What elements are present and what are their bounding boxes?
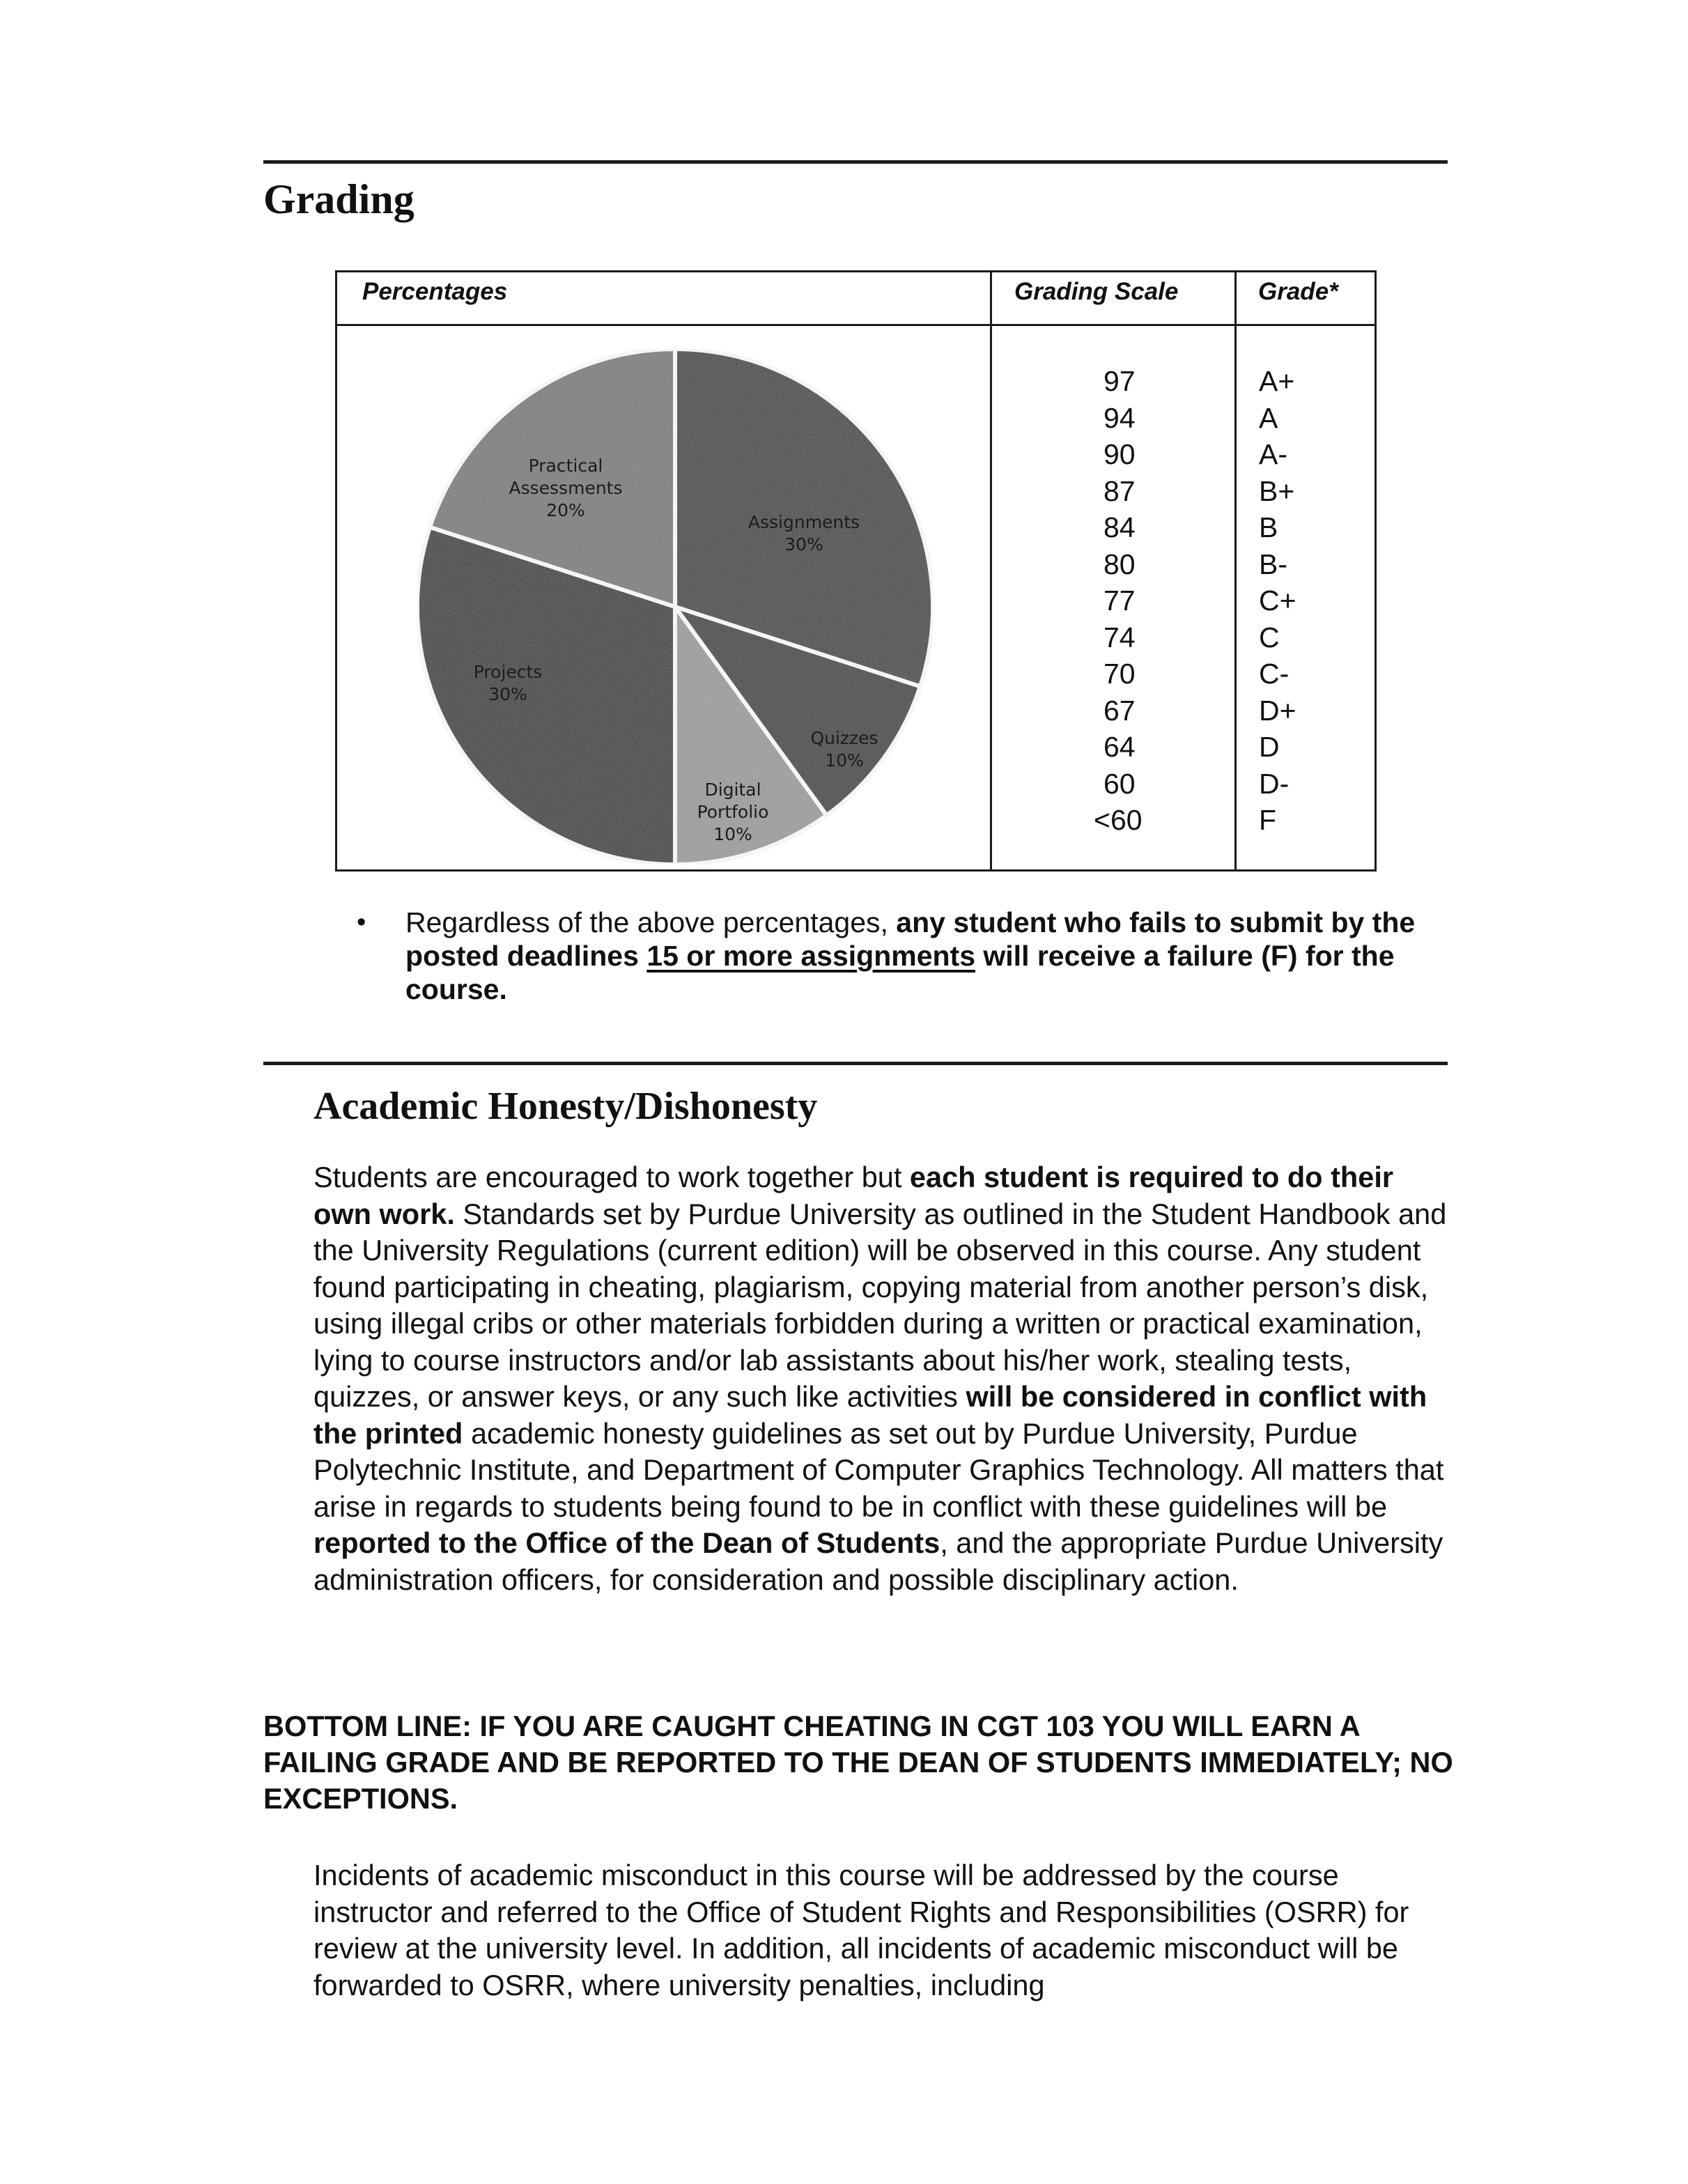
pie-label-digital-portfolio: Digital Portfolio 10%	[697, 780, 769, 844]
grade-value: D+	[1259, 694, 1296, 727]
grade-value: D	[1259, 731, 1280, 763]
pie-label-quizzes: Quizzes 10%	[810, 728, 878, 770]
scale-value: 94	[1104, 401, 1136, 434]
academic-honesty-paragraph: Students are encouraged to work together but each student is required to do their own work. Standards set by Purdue University as outlined in the Student Handbook and the University Regulations (current edition) will be observed in this course. Any student found participating in cheating, plagiarism, copying material from another person’s disk, using illegal cribs or other materials forbidden during a written or practical examination, lying to course instructors and/or lab assistants about his/her work, stealing tests, quizzes, or answer keys, or any such like activities will be considered in conflict with the printed academic honesty guidelines as set out by Purdue University, Purdue Polytechnic Institute, and Department of Computer Graphics Technology. All matters that arise in regards to students being found to be in conflict with these guidelines will be reported to the Office of the Dean of Students, and the appropriate Purdue University administration officers, for consideration and possible disciplinary action.	[313, 1161, 1447, 1596]
pie-label-projects: Projects 30%	[473, 662, 543, 704]
section-divider-top	[263, 160, 1448, 164]
scale-value: 60	[1104, 767, 1136, 800]
column-divider	[990, 272, 992, 869]
scale-value: 90	[1104, 438, 1136, 470]
grade-value: C	[1259, 621, 1280, 653]
grade-value: C+	[1259, 584, 1296, 617]
section-divider	[263, 1062, 1448, 1065]
scale-value: 84	[1104, 511, 1136, 543]
scale-value: 67	[1104, 694, 1136, 727]
misconduct-paragraph: Incidents of academic misconduct in this course will be addressed by the course instructor and referred to the Office of Student Rights and Responsibilities (OSRR) for review at the university level. In addition, all incidents of academic misconduct will be forwarded to OSRR, where university penalties, including	[313, 1859, 1409, 2001]
scale-value: 64	[1104, 731, 1136, 763]
grade-value: B-	[1259, 548, 1287, 580]
grade-value: D-	[1259, 767, 1290, 800]
academic-honesty-heading: Academic Honesty/Dishonesty	[313, 1085, 818, 1128]
scale-value: 77	[1104, 584, 1136, 617]
header-percentages: Percentages	[362, 278, 508, 305]
emphasis-15-assignments: 15 or more assignments	[646, 940, 975, 972]
column-divider	[1234, 272, 1237, 869]
pie-label-practical: Practical Assessments 20%	[509, 456, 623, 520]
scale-value: 80	[1104, 548, 1136, 580]
bullet-icon: •	[357, 908, 366, 937]
header-grading-scale: Grading Scale	[1014, 278, 1179, 305]
grade-value: A+	[1259, 365, 1295, 397]
grade-value: A-	[1259, 438, 1287, 470]
grade-value: C-	[1259, 658, 1290, 690]
pie-label-assignments: Assignments 30%	[748, 512, 860, 555]
failure-policy-text: Regardless of the above percentages, any student who fails to submit by the posted deadlines 15 or more assignments will receive a failure (F) for the course.	[405, 906, 1416, 1005]
header-grade: Grade*	[1258, 278, 1338, 305]
grading-scale-values	[1090, 363, 1159, 839]
bottom-line-warning: BOTTOM LINE: IF YOU ARE CAUGHT CHEATING IN CGT 103 YOU WILL EARN A FAILING GRADE AND BE REPORTED TO THE DEAN OF STUDENTS IMMEDIATELY; NO EXCEPTIONS.	[263, 1710, 1453, 1815]
scale-value: 87	[1104, 474, 1136, 507]
scale-value: 70	[1104, 658, 1136, 690]
grading-heading: Grading	[263, 176, 415, 222]
grading-table	[335, 270, 1377, 872]
pie-chart-graphic	[414, 346, 936, 868]
header-divider	[337, 324, 1375, 326]
grade-value: B+	[1259, 474, 1295, 507]
scale-value: <60	[1094, 804, 1143, 836]
grade-value: A	[1259, 401, 1278, 434]
scale-value: 97	[1104, 365, 1136, 397]
scale-value: 74	[1104, 621, 1136, 653]
grade-value: B	[1259, 511, 1278, 543]
percentages-pie-chart	[414, 346, 936, 868]
grade-values	[1259, 363, 1296, 839]
grade-value: F	[1259, 804, 1277, 836]
